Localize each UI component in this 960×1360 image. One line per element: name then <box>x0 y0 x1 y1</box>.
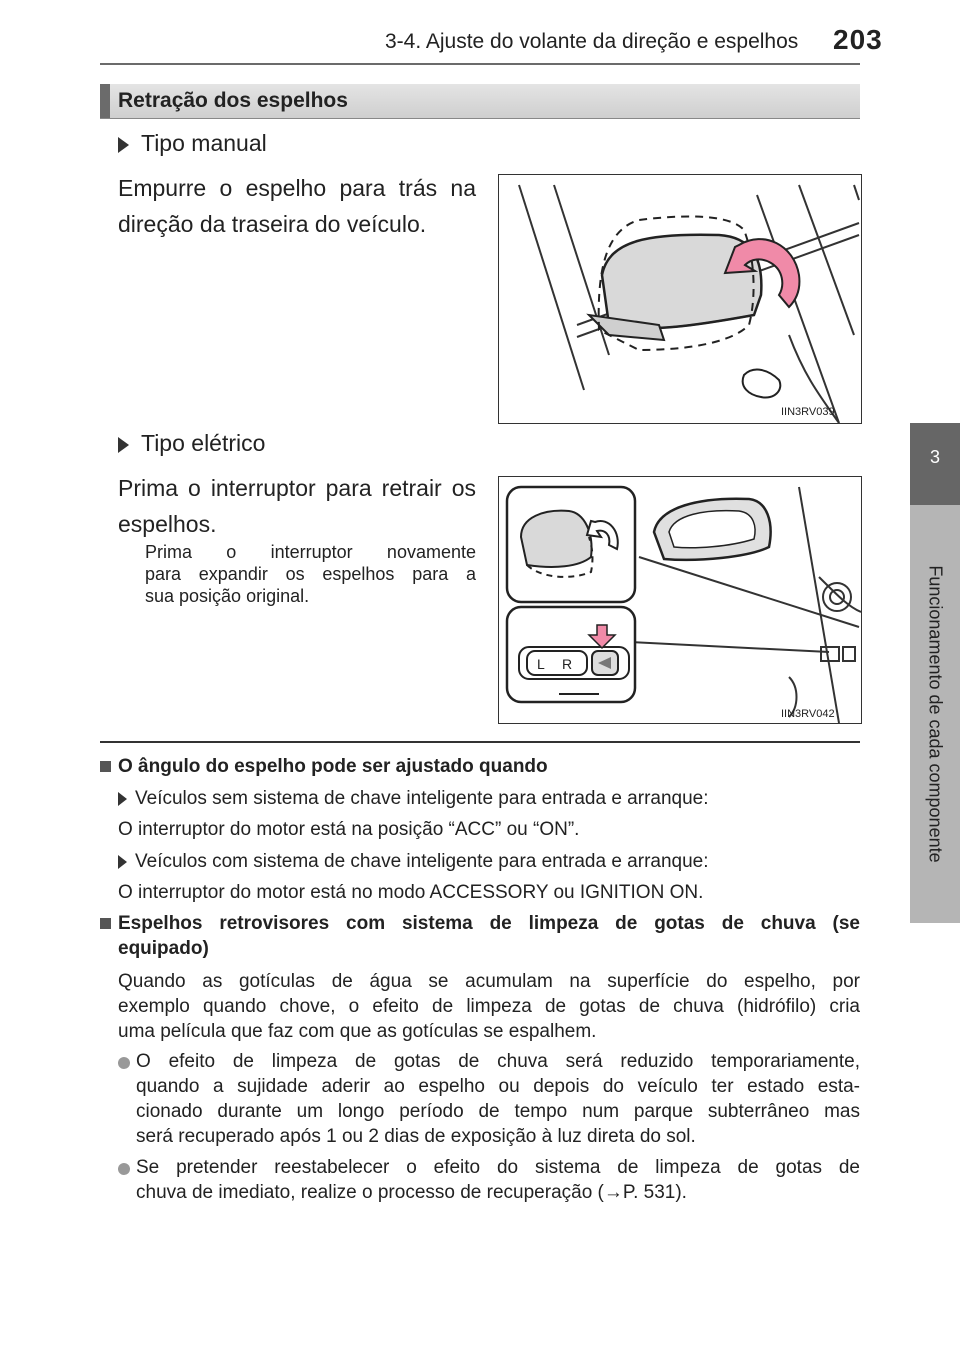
rain-bullet-2-line: Se pretender reestabelecer o efeito do sistema de limpeza de gotas de <box>136 1157 860 1178</box>
angle-item2-heading <box>118 849 709 874</box>
rain-note-title <box>100 911 860 961</box>
manual-figure-code: IIN3RV039 <box>781 406 835 418</box>
angle-note-title <box>100 754 548 779</box>
square-bullet-icon <box>100 918 111 929</box>
dot-bullet-icon <box>118 1056 130 1074</box>
switch-right-label: R <box>562 656 573 672</box>
manual-instruction-line: direção da traseira do veículo. <box>118 211 427 237</box>
manual-instruction <box>118 170 476 242</box>
electric-note <box>145 541 476 607</box>
arrow-bullet-icon <box>118 792 127 806</box>
manual-type-heading <box>118 130 267 157</box>
rain-paragraph <box>118 969 860 1044</box>
rain-bullet-1 <box>136 1049 860 1149</box>
rain-bullet-2-line[interactable]: chuva de imediato, realize o processo de recuperação (→P. 531). <box>136 1182 687 1203</box>
section-bar-accent <box>100 84 110 118</box>
rain-bullet-1-line: O efeito de limpeza de gotas de chuva será reduzido temporariamente, <box>136 1051 860 1072</box>
electric-note-line: para expandir os espelhos para a <box>145 564 476 584</box>
square-bullet-icon <box>100 761 111 772</box>
dot-bullet-icon <box>118 1162 130 1180</box>
electric-note-line: Prima o interruptor novamente <box>145 542 476 562</box>
angle-item1-heading-text: Veículos sem sistema de chave inteligente para entrada e arranque: <box>135 788 709 809</box>
electric-type-heading-text: Tipo elétrico <box>141 430 266 456</box>
rain-paragraph-line: uma película que faz com que as gotículas se espalhem. <box>118 1021 597 1042</box>
electric-mirror-illustration <box>499 477 861 723</box>
section-title: Retração dos espelhos <box>118 89 348 112</box>
page-number: 203 <box>833 24 883 55</box>
electric-instruction-line: Prima o interruptor para retrair os <box>118 475 476 501</box>
notes-divider <box>100 741 860 743</box>
manual-mirror-illustration <box>499 175 861 423</box>
manual-instruction-line: Empurre o espelho para trás na <box>118 175 476 201</box>
rain-paragraph-line: exemplo quando chove, o efeito de limpeza de gotas de chuva (hidrófilo) cria <box>118 996 860 1017</box>
electric-instruction-line: espelhos. <box>118 511 217 537</box>
angle-item1-heading <box>118 786 709 811</box>
rain-bullet-1-line: quando a sujidade aderir ao espelho ou depois do veículo ter estado esta- <box>136 1076 860 1097</box>
angle-note-title-text: O ângulo do espelho pode ser ajustado quando <box>118 756 548 777</box>
electric-type-heading <box>118 430 265 457</box>
arrow-bullet-icon <box>118 137 129 153</box>
arrow-bullet-icon <box>118 855 127 869</box>
manual-type-heading-text: Tipo manual <box>141 130 267 156</box>
electric-mirror-figure <box>498 476 862 724</box>
electric-instruction <box>118 470 476 542</box>
rain-paragraph-line: Quando as gotículas de água se acumulam na superfície do espelho, por <box>118 971 860 992</box>
arrow-bullet-icon <box>118 437 129 453</box>
manual-mirror-figure <box>498 174 862 424</box>
angle-item1-text: O interruptor do motor está na posição “ACC” ou “ON”. <box>118 819 580 840</box>
rain-note-title-line <box>100 911 860 936</box>
switch-left-label: L <box>537 656 545 672</box>
rain-note-title-line: equipado) <box>118 938 209 959</box>
angle-item2-heading-text: Veículos com sistema de chave inteligente para entrada e arranque: <box>135 851 709 872</box>
angle-item2-text: O interruptor do motor está no modo ACCESSORY ou IGNITION ON. <box>118 882 704 903</box>
rain-bullet-1-line: cionado durante um longo período de tempo num parque subterrâneo mas <box>136 1101 860 1122</box>
rain-note-title-text: Espelhos retrovisores com sistema de limpeza de gotas de chuva (se <box>118 913 860 934</box>
section-underline <box>100 118 860 119</box>
electric-note-line: sua posição original. <box>145 586 310 606</box>
chapter-number: 3 <box>929 447 940 467</box>
chapter-label: Funcionamento de cada componente <box>925 565 946 863</box>
rain-bullet-2 <box>136 1155 860 1205</box>
rain-bullet-1-line: será recuperado após 1 ou 2 dias de exposição à luz direta do sol. <box>136 1126 696 1147</box>
electric-figure-code: IIN3RV042 <box>781 708 835 720</box>
running-header: 3-4. Ajuste do volante da direção e espelhos <box>385 30 799 53</box>
header-rule <box>100 63 860 65</box>
